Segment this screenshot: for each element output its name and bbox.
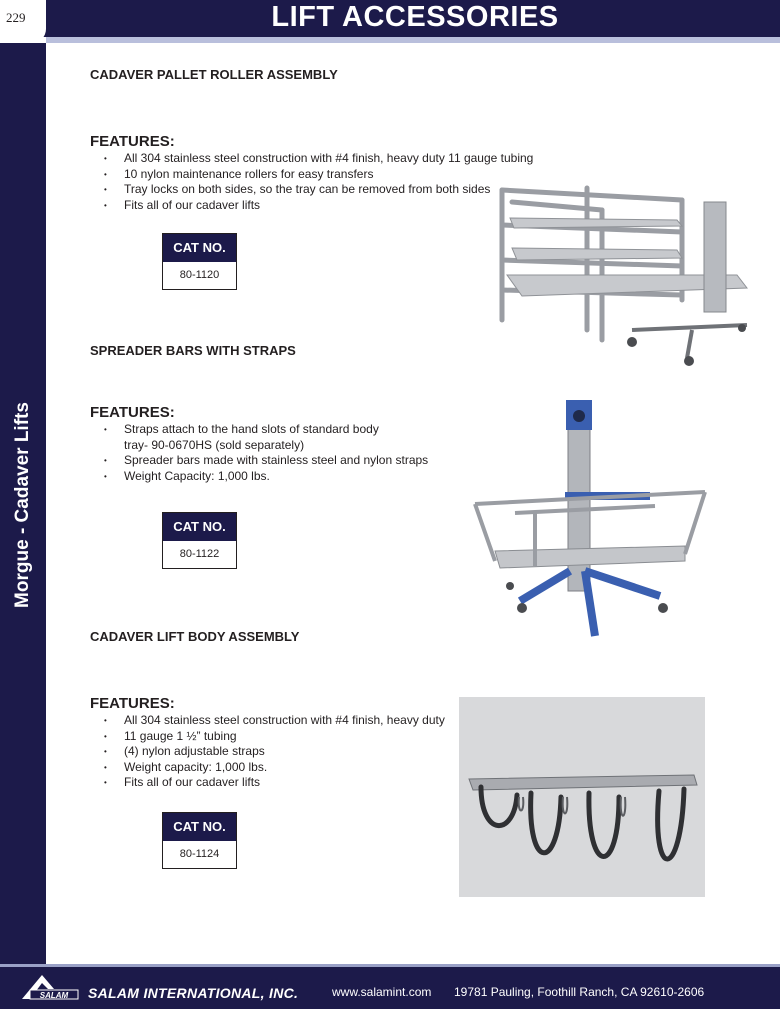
logo-text: SALAM (39, 991, 69, 1000)
feature-item: • Tray locks on both sides, so the tray can be removed from both sides (104, 182, 533, 198)
side-category-label: Morgue - Cadaver Lifts (12, 402, 33, 608)
feature-item: • Weight capacity: 1,000 lbs. (104, 760, 445, 776)
cat-no-label: CAT NO. (163, 813, 236, 841)
page-number: 229 (6, 10, 26, 25)
feature-item: • Fits all of our cadaver lifts (104, 198, 533, 214)
cat-no-box (162, 812, 237, 869)
company-address: 19781 Pauling, Foothill Ranch, CA 92610-2606 (454, 985, 705, 999)
cat-no-value: 80-1122 (179, 548, 220, 560)
cat-no-value: 80-1120 (179, 269, 220, 281)
feature-item: • Spreader bars made with stainless steel and nylon straps (104, 453, 428, 469)
feature-list (104, 151, 533, 213)
features-label: FEATURES: (90, 404, 175, 421)
cat-no-box (162, 233, 237, 290)
feature-item: • All 304 stainless steel construction with #4 finish, heavy duty 11 gauge tubing (104, 151, 533, 167)
feature-item: • Fits all of our cadaver lifts (104, 775, 445, 791)
pallet-roller-assembly-image (492, 180, 754, 370)
cat-no-box (162, 512, 237, 569)
page-title: LIFT ACCESSORIES (271, 1, 559, 33)
salam-logo (20, 973, 82, 1001)
product-title: SPREADER BARS WITH STRAPS (90, 343, 296, 358)
feature-item-continued: tray- 90-0670HS (sold separately) (124, 437, 305, 452)
cadaver-lift-body-assembly-image (459, 697, 705, 897)
feature-item: • Straps attach to the hand slots of standard body (104, 422, 428, 438)
feature-item: • 10 nylon maintenance rollers for easy transfers (104, 167, 533, 183)
spreader-bars-lift-image (470, 396, 710, 646)
feature-item: • All 304 stainless steel construction with #4 finish, heavy duty (104, 713, 445, 729)
feature-item: • Weight Capacity: 1,000 lbs. (104, 469, 428, 485)
website-link[interactable]: www.salamint.com (332, 985, 432, 999)
cat-no-label: CAT NO. (163, 513, 236, 541)
feature-list (104, 713, 445, 791)
feature-list (104, 422, 428, 484)
header-stripe (46, 37, 780, 43)
feature-item: • 11 gauge 1 ½” tubing (104, 729, 445, 745)
features-label: FEATURES: (90, 695, 175, 712)
product-title: CADAVER PALLET ROLLER ASSEMBLY (90, 67, 338, 82)
cat-no-label: CAT NO. (163, 234, 236, 262)
cat-no-value: 80-1124 (179, 848, 220, 860)
features-label: FEATURES: (90, 133, 175, 150)
product-title: CADAVER LIFT BODY ASSEMBLY (90, 629, 300, 644)
feature-item: • (4) nylon adjustable straps (104, 744, 445, 760)
company-name: SALAM INTERNATIONAL, INC. (88, 985, 299, 1001)
